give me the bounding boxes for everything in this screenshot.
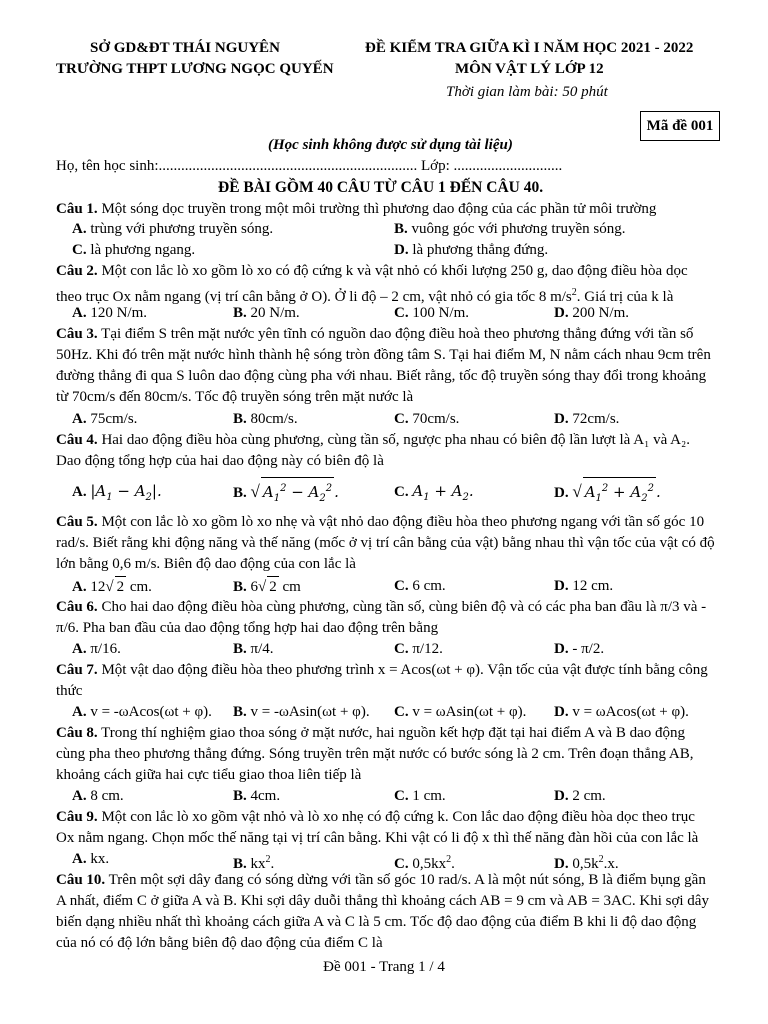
q4-option-c: C. $A_1 + A_2$. (394, 482, 474, 503)
question-3: Câu 3. Tại điểm S trên mặt nước yên tĩnh có nguồn dao động điều hoà theo phương thẳng đứng với tần số 50Hz. Khi đó trên mặt nước hình thành hệ sóng tròn đồng tâm S. Tại hai điểm M, N nằm cách nhau 9cm trên đường thẳng đi qua S luôn dao động cùng pha với nhau. Biết rằng, tốc độ truyền sóng thay đổi trong khoảng từ 70cm/s đến 80cm/s. Tốc độ truyền sóng trên mặt nước là (56, 326, 711, 405)
question-5: Câu 5. Một con lắc lò xo gồm lò xo nhẹ và vật nhỏ dao động điều hòa theo phương ngang với tần số góc 10 rad/s. Biết rằng khi động năng và thế năng (mốc ở vị trí cân bằng của vật) bằng nhau thì vận tốc của vật có độ lớn bằng 0,6 m/s. Biên độ dao động của con lắc là (56, 514, 715, 572)
q3-option-b: B. 80cm/s. (233, 411, 298, 427)
q5-option-a: A. 12√ 2 cm. (72, 576, 152, 598)
q6-option-b: B. π/4. (233, 641, 274, 657)
school-name: TRƯỜNG THPT LƯƠNG NGỌC QUYẾN (56, 61, 334, 77)
question-8: Câu 8. Trong thí nghiệm giao thoa sóng ở mặt nước, hai nguồn kết hợp đặt tại hai điểm A và B dao động cùng pha theo phương thẳng đứng. Sóng truyền trên mặt nước có bước sóng là 2 cm. Trên đoạn thẳng AB, khoảng cách giữa hai cực tiểu giao thoa liên tiếp là (56, 725, 694, 783)
q8-option-d: D. 2 cm. (554, 788, 606, 804)
q7-option-b: B. v = -ωAsin(ωt + φ). (233, 704, 370, 720)
question-9: Câu 9. Một con lắc lò xo gồm vật nhỏ và lò xo nhẹ có độ cứng k. Con lắc dao động điều hòa dọc theo trục Ox nằm ngang. Chọn mốc thế năng tại vị trí cân bằng. Khi vật có li độ x thì thế năng đàn hồi của con lắc là (56, 809, 699, 846)
q7-option-c: C. v = ωAsin(ωt + φ). (394, 704, 527, 720)
question-label: Câu 1. (56, 201, 98, 217)
q2-option-c: C. 100 N/m. (394, 305, 470, 321)
q4-option-a: A. $|A_1 - A_2|$. (72, 482, 162, 503)
q6-option-c: C. π/12. (394, 641, 443, 657)
department-name: SỞ GD&ĐT THÁI NGUYÊN (90, 40, 280, 56)
question-text: Một sóng dọc truyền trong một môi trường thì phương dao động của các phần tử môi trường (101, 201, 657, 217)
q9-option-a: A. kx. (72, 851, 110, 867)
q1-option-b: B. vuông góc với phương truyền sóng. (394, 221, 626, 237)
q6-option-a: A. π/16. (72, 641, 121, 657)
q9-option-d: D. $0,5k^2.x$. (554, 854, 619, 872)
q2-option-d: D. 200 N/m. (554, 305, 630, 321)
question-10: Câu 10. Trên một sợi dây đang có sóng dừng với tần số góc 10 rad/s. A là một nút sóng, B là điểm bụng gần A nhất, điểm C ở giữa A và B. Khi sợi dây duỗi thẳng thì khoảng cách AB = 9 cm và AB = 3AC. Khi sợi dây biến dạng nhiều nhất thì khoảng cách giữa A và C là 5 cm. Tốc độ dao động của điểm B khi li độ dao động của nó có độ lớn bằng biên độ dao động của điểm C là (56, 872, 709, 951)
q9-option-b: B. $kx^2$. (233, 854, 275, 872)
question-6: Câu 6. Cho hai dao động điều hòa cùng phương, cùng tần số, cùng biên độ và có các pha ban đầu là π/3 và - π/6. Pha ban đầu của dao động tổng hợp hai dao động trên bằng (56, 599, 707, 636)
q4-option-d: D. √ $A_1^2 + A_2^2$ . (554, 477, 661, 509)
q2-option-a: A. 120 N/m. (72, 305, 148, 321)
q9-option-c: C. $0,5kx^2$. (394, 854, 455, 872)
q2-option-b: B. 20 N/m. (233, 305, 300, 321)
q7-option-a: A. v = -ωAcos(ωt + φ). (72, 704, 212, 720)
question-4: Câu 4. Hai dao động điều hòa cùng phương, cùng tần số, ngược pha nhau có biên độ lần lượt là A₁ và A₂. Dao động tổng hợp của hai dao động này có biên độ là (56, 432, 690, 469)
q1-option-c: C. là phương ngang. (72, 242, 196, 258)
q3-option-a: A. 75cm/s. (72, 411, 138, 427)
q8-option-b: B. 4cm. (233, 788, 281, 804)
q5-option-d: D. 12 cm. (554, 578, 614, 594)
question-7: Câu 7. Một vật dao động điều hòa theo phương trình x = Acos(ωt + φ). Vận tốc của vật được tính bằng công thức (56, 662, 708, 699)
no-materials-note: (Học sinh không được sử dụng tài liệu) (268, 137, 513, 153)
q4-option-b: B. √ $A_1^2 - A_2^2$ . (233, 477, 339, 509)
q7-option-d: D. v = ωAcos(ωt + φ). (554, 704, 689, 720)
exam-title: ĐỀ KIỂM TRA GIỮA KÌ I NĂM HỌC 2021 - 2022 (365, 40, 694, 56)
q5-option-b: B. 6√ 2 cm (233, 576, 301, 598)
exam-duration: Thời gian làm bài: 50 phút (446, 84, 608, 100)
exam-code-box: Mã đề 001 (640, 111, 720, 141)
q1-option-a: A. trùng với phương truyền sóng. (72, 221, 274, 237)
q8-option-c: C. 1 cm. (394, 788, 446, 804)
question-1 (56, 199, 736, 220)
q3-option-c: C. 70cm/s. (394, 411, 460, 427)
page-footer: Đề 001 - Trang 1 / 4 (323, 959, 445, 975)
subject-title: MÔN VẬT LÝ LỚP 12 (455, 61, 604, 77)
student-info-line: Họ, tên học sinh:..................................................................... Lớp: ............................. (56, 158, 563, 174)
q1-option-d: D. là phương thẳng đứng. (394, 242, 549, 258)
q8-option-a: A. 8 cm. (72, 788, 124, 804)
exam-heading: ĐỀ BÀI GỒM 40 CÂU TỪ CÂU 1 ĐẾN CÂU 40. (218, 179, 544, 196)
q3-option-d: D. 72cm/s. (554, 411, 620, 427)
q5-option-c: C. 6 cm. (394, 578, 446, 594)
question-2: Câu 2. Một con lắc lò xo gồm lò xo có độ cứng k và vật nhỏ có khối lượng 250 g, dao động điều hòa dọc theo trục Ox nằm ngang (vị trí cân bằng ở O). Ở li độ – 2 cm, vật nhỏ có gia tốc 8 $m/s^2$. Giá trị của k là (56, 263, 688, 305)
q6-option-d: D. - π/2. (554, 641, 605, 657)
